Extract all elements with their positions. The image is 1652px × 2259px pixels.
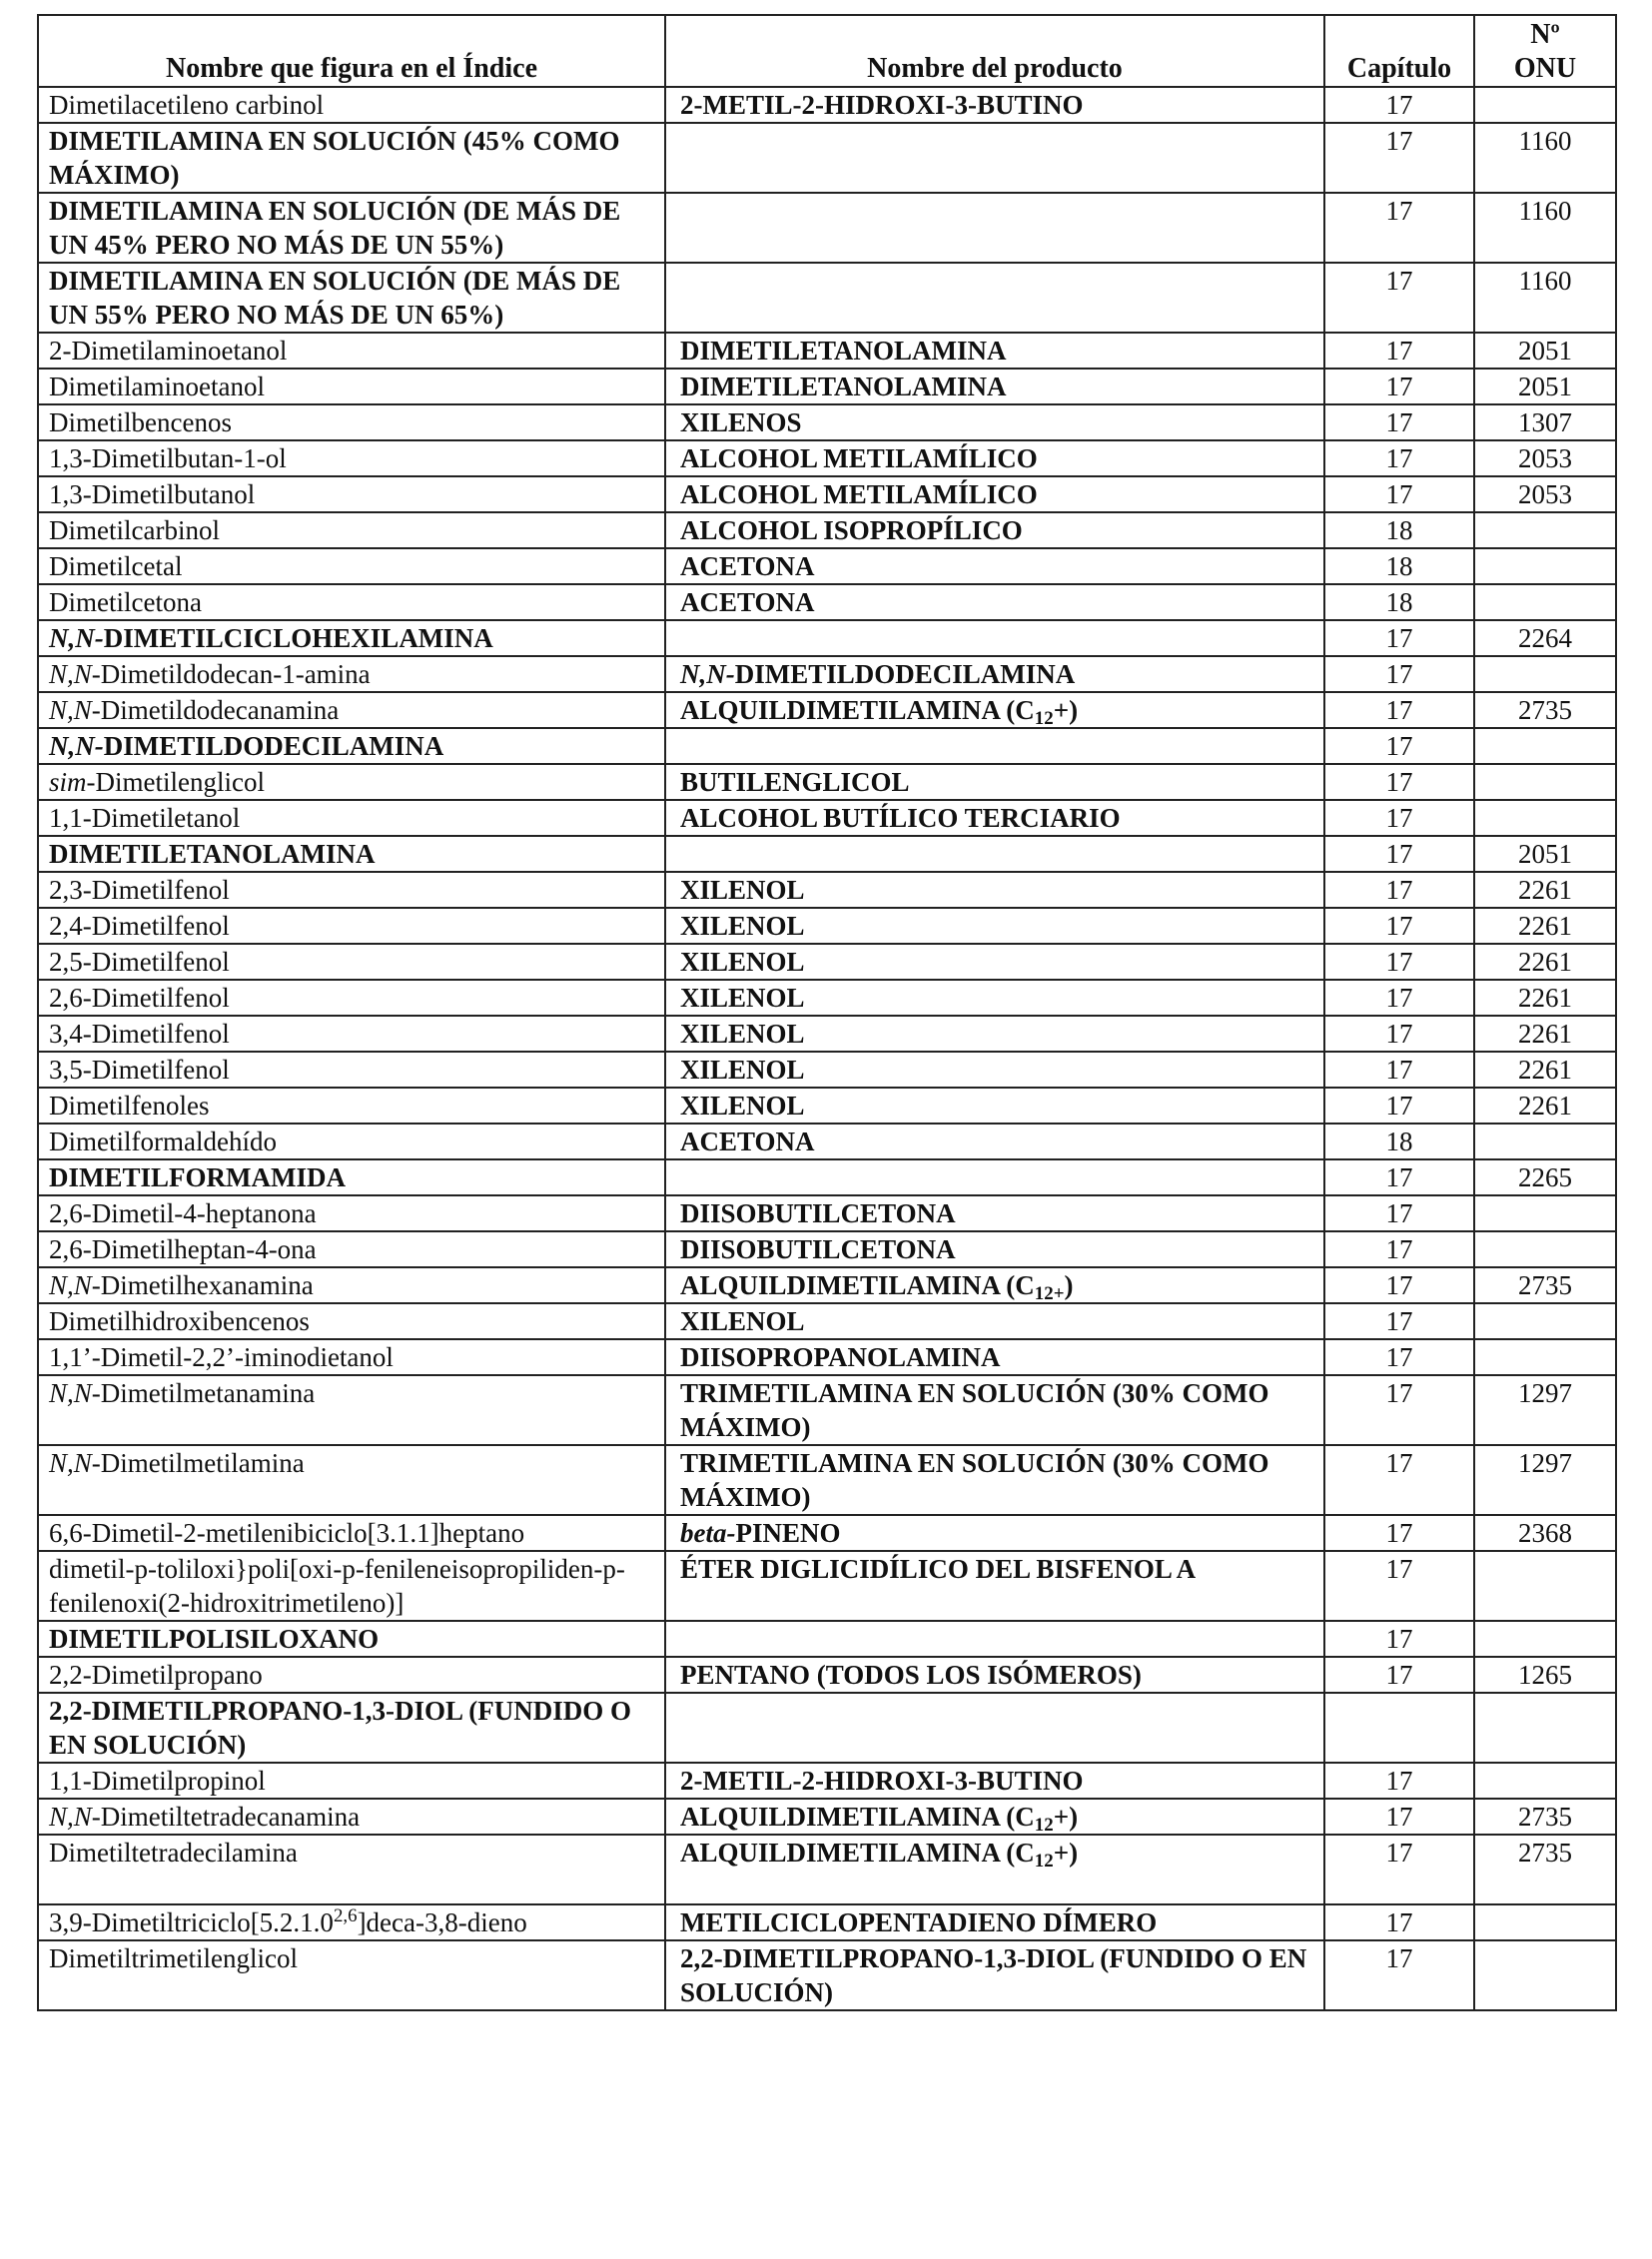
table-row: [38, 764, 1616, 800]
table-row: [38, 1267, 1616, 1303]
table-row: [38, 1763, 1616, 1799]
chapter-cell: 17: [1324, 1515, 1474, 1551]
table-row: [38, 980, 1616, 1016]
product-name-cell: ALQUILDIMETILAMINA $(C_{12}+)$: [665, 1799, 1324, 1835]
index-name-cell: 3,5-Dimetilfenol: [38, 1052, 665, 1088]
index-name-cell: sim-Dimetilenglicol: [38, 764, 665, 800]
index-name-cell: N,N-DIMETILCICLOHEXILAMINA: [38, 620, 665, 656]
index-name-cell: 2,6-Dimetilfenol: [38, 980, 665, 1016]
chapter-cell: 17: [1324, 440, 1474, 476]
un-number-cell: 2735: [1474, 1799, 1616, 1835]
chapter-cell: 17: [1324, 1231, 1474, 1267]
chapter-cell: 17: [1324, 1052, 1474, 1088]
product-name-cell: 2-METIL-2-HIDROXI-3-BUTINO: [665, 1763, 1324, 1799]
product-name-cell: ÉTER DIGLICIDÍLICO DEL BISFENOL A: [665, 1551, 1324, 1621]
un-number-cell: [1474, 87, 1616, 123]
table-row: [38, 404, 1616, 440]
product-name-cell: XILENOL: [665, 944, 1324, 980]
product-name-cell: XILENOL: [665, 1088, 1324, 1124]
table-row: [38, 1159, 1616, 1195]
chapter-cell: 17: [1324, 1267, 1474, 1303]
chapter-cell: [1324, 1693, 1474, 1763]
table-row: [38, 1621, 1616, 1657]
chapter-cell: 17: [1324, 263, 1474, 333]
table-row: [38, 548, 1616, 584]
chapter-cell: 18: [1324, 1124, 1474, 1159]
product-name-cell: BUTILENGLICOL: [665, 764, 1324, 800]
chapter-cell: 17: [1324, 1088, 1474, 1124]
index-name-cell: 2,5-Dimetilfenol: [38, 944, 665, 980]
un-number-cell: 2053: [1474, 440, 1616, 476]
header-index-name: Nombre que figura en el Índice: [38, 15, 665, 87]
index-name-cell: dimetil-p-toliloxi}poli[oxi-p-fenileneisopropiliden-p-fenilenoxi(2-hidroxitrimetileno)]: [38, 1551, 665, 1621]
index-name-cell: 1,1-Dimetiletanol: [38, 800, 665, 836]
table-row: [38, 836, 1616, 872]
chapter-cell: 17: [1324, 1339, 1474, 1375]
table-row: [38, 512, 1616, 548]
table-row: [38, 1693, 1616, 1763]
table-row: [38, 1052, 1616, 1088]
un-number-cell: 2264: [1474, 620, 1616, 656]
index-name-cell: N,N-Dimetilhexanamina: [38, 1267, 665, 1303]
un-number-cell: [1474, 1124, 1616, 1159]
un-number-cell: [1474, 1621, 1616, 1657]
un-number-cell: [1474, 1195, 1616, 1231]
un-number-cell: [1474, 800, 1616, 836]
header-un-number: Nº ONU: [1474, 15, 1616, 87]
product-name-cell: ALCOHOL BUTÍLICO TERCIARIO: [665, 800, 1324, 836]
index-name-cell: DIMETILAMINA EN SOLUCIÓN (DE MÁS DE UN 45% PERO NO MÁS DE UN 55%): [38, 193, 665, 263]
index-name-cell: N,N-Dimetilmetilamina: [38, 1445, 665, 1515]
chapter-cell: 17: [1324, 1657, 1474, 1693]
un-number-cell: 2735: [1474, 1267, 1616, 1303]
index-name-cell: 1,1’-Dimetil-2,2’-iminodietanol: [38, 1339, 665, 1375]
index-table: [37, 14, 1617, 2011]
product-name-cell: ACETONA: [665, 548, 1324, 584]
un-number-cell: [1474, 1303, 1616, 1339]
chapter-cell: 17: [1324, 1016, 1474, 1052]
un-number-cell: 1160: [1474, 123, 1616, 193]
index-name-cell: Dimetiltetradecilamina: [38, 1835, 665, 1904]
un-number-cell: 2051: [1474, 836, 1616, 872]
document-page: [37, 14, 1615, 2011]
chapter-cell: 17: [1324, 1445, 1474, 1515]
index-name-cell: N,N-Dimetiltetradecanamina: [38, 1799, 665, 1835]
table-row: [38, 1445, 1616, 1515]
chapter-cell: 17: [1324, 1835, 1474, 1904]
un-number-cell: 2261: [1474, 908, 1616, 944]
un-number-cell: 1297: [1474, 1445, 1616, 1515]
table-row: [38, 1088, 1616, 1124]
index-name-cell: 1,3-Dimetilbutanol: [38, 476, 665, 512]
un-number-cell: [1474, 656, 1616, 692]
un-number-cell: [1474, 764, 1616, 800]
un-number-cell: 2261: [1474, 1016, 1616, 1052]
un-number-cell: 2735: [1474, 692, 1616, 728]
chapter-cell: 17: [1324, 980, 1474, 1016]
index-name-cell: Dimetilacetileno carbinol: [38, 87, 665, 123]
index-name-cell: 3,9-Dimetiltriciclo[5.2.1.0$^{2,6}$]deca-3,8-dieno: [38, 1904, 665, 1940]
product-name-cell: XILENOL: [665, 1052, 1324, 1088]
table-row: [38, 440, 1616, 476]
un-number-cell: 1265: [1474, 1657, 1616, 1693]
index-name-cell: DIMETILETANOLAMINA: [38, 836, 665, 872]
table-row: [38, 908, 1616, 944]
product-name-cell: PENTANO (TODOS LOS ISÓMEROS): [665, 1657, 1324, 1693]
index-name-cell: Dimetilhidroxibencenos: [38, 1303, 665, 1339]
chapter-cell: 18: [1324, 584, 1474, 620]
index-name-cell: Dimetiltrimetilenglicol: [38, 1940, 665, 2010]
product-name-cell: ACETONA: [665, 1124, 1324, 1159]
chapter-cell: 17: [1324, 620, 1474, 656]
un-number-cell: 2053: [1474, 476, 1616, 512]
product-name-cell: XILENOL: [665, 1016, 1324, 1052]
product-name-cell: METILCICLOPENTADIENO DÍMERO: [665, 1904, 1324, 1940]
index-name-cell: 2,2-Dimetilpropano: [38, 1657, 665, 1693]
index-name-cell: 1,3-Dimetilbutan-1-ol: [38, 440, 665, 476]
chapter-cell: 17: [1324, 1303, 1474, 1339]
table-row: [38, 656, 1616, 692]
table-row: [38, 87, 1616, 123]
chapter-cell: 17: [1324, 1375, 1474, 1445]
product-name-cell: TRIMETILAMINA EN SOLUCIÓN (30% COMO MÁXIMO): [665, 1375, 1324, 1445]
table-row: [38, 1124, 1616, 1159]
chapter-cell: 17: [1324, 1159, 1474, 1195]
chapter-cell: 17: [1324, 836, 1474, 872]
un-number-cell: [1474, 1551, 1616, 1621]
un-number-cell: 2265: [1474, 1159, 1616, 1195]
table-row: [38, 1375, 1616, 1445]
un-number-cell: 1160: [1474, 263, 1616, 333]
product-name-cell: ALCOHOL METILAMÍLICO: [665, 440, 1324, 476]
product-name-cell: [665, 1693, 1324, 1763]
index-name-cell: DIMETILAMINA EN SOLUCIÓN (DE MÁS DE UN 55% PERO NO MÁS DE UN 65%): [38, 263, 665, 333]
header-product-name: Nombre del producto: [665, 15, 1324, 87]
product-name-cell: N,N-DIMETILDODECILAMINA: [665, 656, 1324, 692]
un-number-cell: [1474, 1339, 1616, 1375]
chapter-cell: 18: [1324, 548, 1474, 584]
chapter-cell: 17: [1324, 404, 1474, 440]
product-name-cell: [665, 193, 1324, 263]
chapter-cell: 17: [1324, 123, 1474, 193]
index-name-cell: Dimetilfenoles: [38, 1088, 665, 1124]
product-name-cell: [665, 1621, 1324, 1657]
un-number-cell: 1160: [1474, 193, 1616, 263]
chapter-cell: 17: [1324, 692, 1474, 728]
index-name-cell: DIMETILAMINA EN SOLUCIÓN (45% COMO MÁXIMO): [38, 123, 665, 193]
index-name-cell: 2,6-Dimetil-4-heptanona: [38, 1195, 665, 1231]
index-name-cell: Dimetilcetal: [38, 548, 665, 584]
chapter-cell: 17: [1324, 1195, 1474, 1231]
un-number-cell: 2051: [1474, 369, 1616, 404]
product-name-cell: XILENOL: [665, 980, 1324, 1016]
table-row: [38, 1835, 1616, 1904]
index-name-cell: 2-Dimetilaminoetanol: [38, 333, 665, 369]
table-row: [38, 1339, 1616, 1375]
product-name-cell: DIISOBUTILCETONA: [665, 1231, 1324, 1267]
table-row: [38, 123, 1616, 193]
product-name-cell: 2,2-DIMETILPROPANO-1,3-DIOL (FUNDIDO O EN SOLUCIÓN): [665, 1940, 1324, 2010]
table-row: [38, 1231, 1616, 1267]
product-name-cell: XILENOL: [665, 908, 1324, 944]
table-row: [38, 800, 1616, 836]
index-name-cell: Dimetilaminoetanol: [38, 369, 665, 404]
index-name-cell: Dimetilformaldehído: [38, 1124, 665, 1159]
chapter-cell: 17: [1324, 1940, 1474, 2010]
index-name-cell: 2,6-Dimetilheptan-4-ona: [38, 1231, 665, 1267]
table-row: [38, 1016, 1616, 1052]
product-name-cell: ACETONA: [665, 584, 1324, 620]
chapter-cell: 17: [1324, 476, 1474, 512]
chapter-cell: 17: [1324, 1799, 1474, 1835]
product-name-cell: ALCOHOL METILAMÍLICO: [665, 476, 1324, 512]
index-name-cell: 6,6-Dimetil-2-metilenibiciclo[3.1.1]heptano: [38, 1515, 665, 1551]
index-name-cell: 1,1-Dimetilpropinol: [38, 1763, 665, 1799]
table-row: [38, 1303, 1616, 1339]
chapter-cell: 17: [1324, 369, 1474, 404]
product-name-cell: [665, 836, 1324, 872]
product-name-cell: DIMETILETANOLAMINA: [665, 369, 1324, 404]
un-number-cell: 2368: [1474, 1515, 1616, 1551]
un-number-cell: [1474, 584, 1616, 620]
table-row: [38, 1551, 1616, 1621]
chapter-cell: 17: [1324, 1621, 1474, 1657]
un-number-cell: 2261: [1474, 1052, 1616, 1088]
index-name-cell: 3,4-Dimetilfenol: [38, 1016, 665, 1052]
table-row: [38, 1515, 1616, 1551]
table-row: [38, 1195, 1616, 1231]
product-name-cell: ALCOHOL ISOPROPÍLICO: [665, 512, 1324, 548]
chapter-cell: 17: [1324, 872, 1474, 908]
table-row: [38, 333, 1616, 369]
chapter-cell: 17: [1324, 908, 1474, 944]
chapter-cell: 17: [1324, 764, 1474, 800]
table-row: [38, 620, 1616, 656]
chapter-cell: 17: [1324, 333, 1474, 369]
index-name-cell: Dimetilcarbinol: [38, 512, 665, 548]
un-number-cell: [1474, 1904, 1616, 1940]
chapter-cell: 17: [1324, 1763, 1474, 1799]
table-row: [38, 944, 1616, 980]
un-number-cell: 2261: [1474, 980, 1616, 1016]
chapter-cell: 17: [1324, 1551, 1474, 1621]
product-name-cell: 2-METIL-2-HIDROXI-3-BUTINO: [665, 87, 1324, 123]
un-number-cell: 2735: [1474, 1835, 1616, 1904]
table-row: [38, 193, 1616, 263]
un-number-cell: 1297: [1474, 1375, 1616, 1445]
table-row: [38, 369, 1616, 404]
un-number-cell: [1474, 1231, 1616, 1267]
table-row: [38, 1904, 1616, 1940]
product-name-cell: ALQUILDIMETILAMINA $(C_{12}+)$: [665, 692, 1324, 728]
header-chapter: Capítulo: [1324, 15, 1474, 87]
product-name-cell: TRIMETILAMINA EN SOLUCIÓN (30% COMO MÁXIMO): [665, 1445, 1324, 1515]
table-row: [38, 1657, 1616, 1693]
chapter-cell: 17: [1324, 800, 1474, 836]
un-number-cell: [1474, 1693, 1616, 1763]
product-name-cell: XILENOL: [665, 872, 1324, 908]
product-name-cell: DIISOPROPANOLAMINA: [665, 1339, 1324, 1375]
product-name-cell: ALQUILDIMETILAMINA $(C_{12}+)$: [665, 1835, 1324, 1904]
product-name-cell: DIISOBUTILCETONA: [665, 1195, 1324, 1231]
un-number-cell: [1474, 1763, 1616, 1799]
table-row: [38, 692, 1616, 728]
product-name-cell: ALQUILDIMETILAMINA $(C_{12+})$: [665, 1267, 1324, 1303]
index-name-cell: N,N-DIMETILDODECILAMINA: [38, 728, 665, 764]
index-name-cell: 2,4-Dimetilfenol: [38, 908, 665, 944]
table-row: [38, 476, 1616, 512]
product-name-cell: [665, 620, 1324, 656]
un-number-cell: [1474, 728, 1616, 764]
index-name-cell: N,N-Dimetilmetanamina: [38, 1375, 665, 1445]
index-name-cell: Dimetilcetona: [38, 584, 665, 620]
product-name-cell: beta-PINENO: [665, 1515, 1324, 1551]
table-row: [38, 584, 1616, 620]
un-number-cell: 1307: [1474, 404, 1616, 440]
product-name-cell: XILENOS: [665, 404, 1324, 440]
product-name-cell: [665, 263, 1324, 333]
product-name-cell: [665, 123, 1324, 193]
table-row: [38, 263, 1616, 333]
chapter-cell: 17: [1324, 656, 1474, 692]
index-name-cell: 2,3-Dimetilfenol: [38, 872, 665, 908]
chapter-cell: 17: [1324, 193, 1474, 263]
table-row: [38, 728, 1616, 764]
un-number-cell: 2261: [1474, 872, 1616, 908]
chapter-cell: 18: [1324, 512, 1474, 548]
product-name-cell: [665, 1159, 1324, 1195]
product-name-cell: DIMETILETANOLAMINA: [665, 333, 1324, 369]
un-number-cell: 2261: [1474, 1088, 1616, 1124]
table-row: [38, 872, 1616, 908]
product-name-cell: XILENOL: [665, 1303, 1324, 1339]
un-number-cell: [1474, 548, 1616, 584]
chapter-cell: 17: [1324, 728, 1474, 764]
un-number-cell: [1474, 512, 1616, 548]
index-name-cell: DIMETILPOLISILOXANO: [38, 1621, 665, 1657]
index-name-cell: 2,2-DIMETILPROPANO-1,3-DIOL (FUNDIDO O EN SOLUCIÓN): [38, 1693, 665, 1763]
chapter-cell: 17: [1324, 87, 1474, 123]
index-name-cell: DIMETILFORMAMIDA: [38, 1159, 665, 1195]
product-name-cell: [665, 728, 1324, 764]
index-name-cell: N,N-Dimetildodecan-1-amina: [38, 656, 665, 692]
index-name-cell: Dimetilbencenos: [38, 404, 665, 440]
table-row: [38, 1799, 1616, 1835]
un-number-cell: [1474, 1940, 1616, 2010]
un-number-cell: 2261: [1474, 944, 1616, 980]
chapter-cell: 17: [1324, 1904, 1474, 1940]
index-name-cell: N,N-Dimetildodecanamina: [38, 692, 665, 728]
un-number-cell: 2051: [1474, 333, 1616, 369]
chapter-cell: 17: [1324, 944, 1474, 980]
table-header-row: [38, 15, 1616, 87]
table-row: [38, 1940, 1616, 2010]
